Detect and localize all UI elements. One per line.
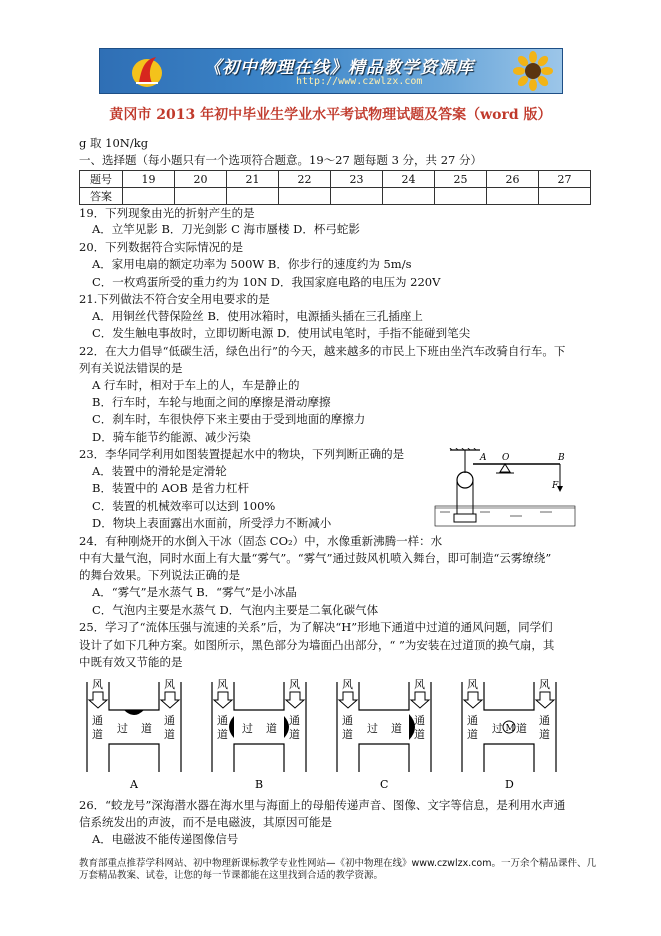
label-b: B (558, 453, 565, 463)
option-panel (462, 678, 556, 791)
site-logo-icon (130, 53, 164, 89)
option-panel (337, 678, 431, 791)
question-line: A．“雾气”是水蒸气 B．“雾气”是小冰晶 (92, 585, 297, 599)
question-line: A．家用电扇的额定功率为 500W B．你步行的速度约为 5m/s (92, 257, 412, 271)
table-cell: 21 (227, 171, 279, 188)
table-cell: 23 (331, 171, 383, 188)
question-line: C．一枚鸡蛋所受的重力约为 10N D．我国家庭电路的电压为 220V (92, 275, 441, 289)
table-cell: 20 (175, 171, 227, 188)
question-line: A．电磁波不能传递图像信号 (92, 832, 239, 846)
corridor-label: 道 (516, 722, 527, 735)
table-row (80, 171, 591, 188)
question-line: C．装置的机械效率可以达到 100% (92, 499, 276, 513)
question-line: 19．下列现象由光的折射产生的是 (79, 206, 255, 220)
option-panel (87, 678, 181, 791)
question-line: 25．学习了“流体压强与流速的关系”后，为了解决“H”形地下通道中过道的通风问题，同学们 (79, 620, 553, 634)
question-line: C．气泡内主要是水蒸气 D．气泡内主要是二氧化碳气体 (92, 603, 379, 617)
question-line: 设计了如下几种方案。如图所示，黑色部分为墙面凸出部分，“ ”为安装在过道顶的换气扇，其 (79, 638, 555, 652)
section-heading: 一、选择题（每小题只有一个选项符合题意。19～27 题每题 3 分，共 27 分） (79, 153, 482, 167)
banner-title: 《初中物理在线》精品教学资源库 (204, 58, 474, 78)
given-constant: g 取 10N/kg (79, 136, 149, 150)
table-cell: 27 (539, 171, 591, 188)
passage-label: 通 (467, 714, 478, 727)
document-title: 黄冈市 2013 年初中毕业生学业水平考试物理试题及答案（word 版） (109, 107, 552, 123)
question-line: D．物块上表面露出水面前，所受浮力不断减小 (92, 516, 332, 530)
corridor-label: 道 (266, 722, 277, 735)
question-line: B．行车时，车轮与地面之间的摩擦是滑动摩擦 (92, 395, 331, 409)
table-cell: 答案 (80, 188, 123, 205)
fan-label: M (505, 724, 515, 734)
passage-label: 通 (539, 714, 550, 727)
answer-cell[interactable] (487, 188, 539, 205)
question-line: A 行车时，相对于车上的人，车是静止的 (92, 378, 300, 392)
passage-label: 道 (467, 728, 478, 741)
question-line: A．立竿见影 B．刀光剑影 C 海市蜃楼 D．杯弓蛇影 (92, 222, 360, 236)
question-line: 20．下列数据符合实际情况的是 (79, 240, 244, 254)
question-line: A．用铜丝代替保险丝 B．使用冰箱时，电源插头插在三孔插座上 (92, 309, 423, 323)
question-line: D．骑车能节约能源、减少污染 (92, 430, 251, 444)
corridor-label: 过 (117, 722, 128, 735)
corridor-label: 道 (141, 722, 152, 735)
passage-label: 通 (217, 714, 228, 727)
question-line: 22．在大力倡导“低碳生活，绿色出行”的今天，越来越多的市民上下班由坐汽车改骑自行车。下 (79, 344, 566, 358)
wind-label: 风 (289, 678, 300, 691)
question-line: 的舞台效果。下列说法正确的是 (79, 568, 240, 582)
answer-cell[interactable] (331, 188, 383, 205)
question-line: 21.下列做法不符合安全用电要求的是 (79, 292, 270, 306)
table-cell: 24 (383, 171, 435, 188)
table-cell: 25 (435, 171, 487, 188)
passage-label: 通 (342, 714, 353, 727)
question-line: 23．李华同学利用如图装置提起水中的物块，下列判断正确的是 (79, 447, 405, 461)
question-line: 中既有效又节能的是 (79, 655, 183, 669)
wind-label: 风 (539, 678, 550, 691)
answer-cell[interactable] (279, 188, 331, 205)
question-line: C．发生触电事故时，立即切断电源 D．使用试电笔时，手指不能碰到笔尖 (92, 326, 471, 340)
corridor-label: 道 (391, 722, 402, 735)
passage-label: 道 (217, 728, 228, 741)
wind-label: 风 (414, 678, 425, 691)
question-line: B．装置中的 AOB 是省力杠杆 (92, 481, 249, 495)
answer-cell[interactable] (123, 188, 175, 205)
header-banner (99, 48, 563, 94)
table-row (80, 188, 591, 205)
passage-label: 道 (414, 728, 425, 741)
sunflower-icon (510, 51, 556, 91)
label-f: F (552, 481, 559, 491)
table-cell: 19 (123, 171, 175, 188)
wind-label: 风 (217, 678, 228, 691)
table-cell: 题号 (80, 171, 123, 188)
passage-label: 通 (92, 714, 103, 727)
passage-label: 道 (289, 728, 300, 741)
passage-label: 道 (164, 728, 175, 741)
passage-label: 道 (92, 728, 103, 741)
question-line: 26．“蛟龙号”深海潜水器在海水里与海面上的母船传递声音、图像、文字等信息，是利用水声通 (79, 798, 566, 812)
answer-cell[interactable] (175, 188, 227, 205)
question-line: A．装置中的滑轮是定滑轮 (92, 464, 227, 478)
banner-url[interactable]: http://www.czwlzx.com (296, 76, 423, 87)
option-letter: C (380, 778, 389, 791)
corridor-label: 过 (367, 722, 378, 735)
passage-label: 通 (414, 714, 425, 727)
passage-label: 道 (342, 728, 353, 741)
question-line: 中有大量气泡，同时水面上有大量“雾气”。“雾气”通过鼓风机喷入舞台，即可制造“云雾缭绕” (79, 551, 552, 565)
page-footer: 教育部重点推荐学科网站、初中物理新课标教学专业性网站—《初中物理在线》www.czwlzx.com。一万余个精品课件、几万套精品教案、试卷，让您的每一节课都能在这里找到合适的教学资源。 (79, 858, 596, 881)
option-letter: B (255, 778, 264, 791)
ventilation-options-figure (79, 676, 579, 792)
question-line: 24．有种刚烧开的水倒入干冰（固态 CO₂）中，水像重新沸腾一样：水 (79, 534, 443, 548)
answer-cell[interactable] (435, 188, 487, 205)
corridor-label: 过 (242, 722, 253, 735)
table-cell: 26 (487, 171, 539, 188)
option-letter: D (505, 778, 514, 791)
option-letter: A (130, 778, 138, 791)
option-panel (212, 678, 306, 791)
passage-label: 通 (289, 714, 300, 727)
answer-table (79, 170, 591, 205)
table-cell: 22 (279, 171, 331, 188)
answer-cell[interactable] (227, 188, 279, 205)
answer-cell[interactable] (383, 188, 435, 205)
passage-label: 道 (539, 728, 550, 741)
corridor-label: 过 (492, 722, 503, 735)
wind-label: 风 (92, 678, 103, 691)
passage-label: 通 (164, 714, 175, 727)
wind-label: 风 (164, 678, 175, 691)
label-o: O (502, 453, 510, 463)
question-line: 信系统发出的声波，而不是电磁波，其原因可能是 (79, 815, 332, 829)
label-a: A (480, 453, 487, 463)
pulley-lever-figure (430, 448, 580, 528)
answer-cell[interactable] (539, 188, 591, 205)
question-line: C．刹车时，车很快停下来主要由于受到地面的摩擦力 (92, 412, 366, 426)
question-line: 列有关说法错误的是 (79, 361, 183, 375)
wind-label: 风 (342, 678, 353, 691)
wind-label: 风 (467, 678, 478, 691)
